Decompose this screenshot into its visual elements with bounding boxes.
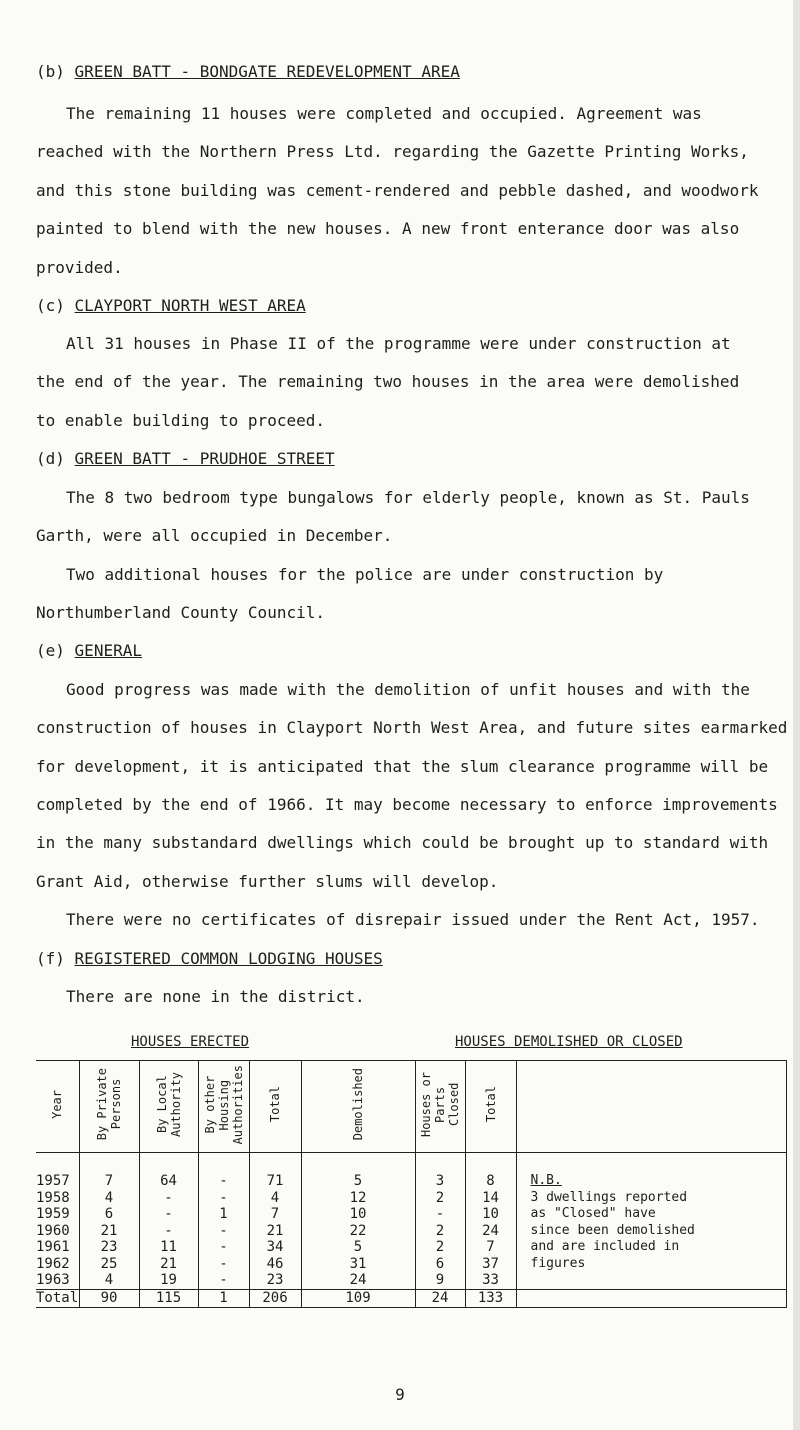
column-header: Total: [249, 1061, 301, 1153]
note-line: figures: [516, 1256, 786, 1273]
housing-table: [36, 1060, 787, 1308]
paragraph-line: There are none in the district.: [66, 987, 365, 1006]
column-header: Houses or Parts Closed: [415, 1061, 465, 1153]
paragraph-line: Northumberland County Council.: [36, 603, 325, 622]
paragraph-line: for development, it is anticipated that the slum clearance programme will be: [36, 757, 769, 776]
section-label: (f): [36, 949, 65, 968]
paragraph-line: construction of houses in Clayport North West Area, and future sites earmarked: [36, 718, 788, 737]
section-label: (e): [36, 641, 65, 660]
section-e-heading: [36, 641, 142, 660]
paragraph-line: There were no certificates of disrepair issued under the Rent Act, 1957.: [66, 910, 760, 929]
column-header: By Local Authority: [139, 1061, 198, 1153]
paragraph-line: reached with the Northern Press Ltd. regarding the Gazette Printing Works,: [36, 142, 749, 161]
section-title: GREEN BATT - PRUDHOE STREET: [74, 449, 335, 468]
column-header: Total: [465, 1061, 516, 1153]
column-header: Demolished: [301, 1061, 415, 1153]
section-title: CLAYPORT NORTH WEST AREA: [74, 296, 306, 315]
section-title: REGISTERED COMMON LODGING HOUSES: [74, 949, 383, 968]
note-line: and are included in: [516, 1239, 786, 1256]
paragraph-line: The remaining 11 houses were completed and occupied. Agreement was: [66, 104, 702, 123]
notes-column-header: [516, 1061, 786, 1153]
section-title: GREEN BATT - BONDGATE REDEVELOPMENT AREA: [74, 62, 460, 81]
note-line: N.B.: [516, 1173, 786, 1190]
page-edge-shadow: [793, 0, 800, 1430]
paragraph-line: Grant Aid, otherwise further slums will develop.: [36, 872, 499, 891]
table-row: 1960 21 - - 21 22 2 24 since been demolished: [36, 1223, 786, 1240]
column-header: By Private Persons: [79, 1061, 139, 1153]
paragraph-line: painted to blend with the new houses. A new front enterance door was also: [36, 219, 740, 238]
paragraph-line: the end of the year. The remaining two houses in the area were demolished: [36, 372, 740, 391]
note-line: as "Closed" have: [516, 1206, 786, 1223]
paragraph-line: provided.: [36, 258, 123, 277]
note-line: since been demolished: [516, 1223, 786, 1240]
section-title: GENERAL: [74, 641, 142, 660]
paragraph-line: and this stone building was cement-rendered and pebble dashed, and woodwork: [36, 181, 759, 200]
table-header-row: [36, 1061, 786, 1153]
section-label: (b): [36, 62, 65, 81]
column-header: By other Housing Authorities: [198, 1061, 249, 1153]
page-number: 9: [395, 1385, 405, 1404]
paragraph-line: in the many substandard dwellings which could be brought up to standard with: [36, 833, 769, 852]
table-row: 1961 23 11 - 34 5 2 7 and are included in: [36, 1239, 786, 1256]
table-row: 1959 6 - 1 7 10 - 10 as "Closed" have: [36, 1206, 786, 1223]
paragraph-line: The 8 two bedroom type bungalows for elderly people, known as St. Pauls: [66, 488, 750, 507]
paragraph-line: Good progress was made with the demolition of unfit houses and with the: [66, 680, 750, 699]
section-label: (c): [36, 296, 65, 315]
section-f-heading: [36, 949, 383, 968]
houses-demolished-header: HOUSES DEMOLISHED OR CLOSED: [455, 1034, 683, 1050]
table-row: 1963 4 19 - 23 24 9 33: [36, 1272, 786, 1289]
houses-erected-header: HOUSES ERECTED: [131, 1034, 250, 1050]
section-d-heading: [36, 449, 335, 468]
section-c-heading: [36, 296, 306, 315]
paragraph-line: to enable building to proceed.: [36, 411, 325, 430]
section-b-heading: [36, 62, 460, 81]
column-header: Year: [36, 1061, 79, 1153]
paragraph-line: Garth, were all occupied in December.: [36, 526, 393, 545]
table-row: 1958 4 - - 4 12 2 14 3 dwellings reported: [36, 1190, 786, 1207]
paragraph-line: completed by the end of 1966. It may become necessary to enforce improvements: [36, 795, 778, 814]
note-line: 3 dwellings reported: [516, 1190, 786, 1207]
section-label: (d): [36, 449, 65, 468]
table-row: 1962 25 21 - 46 31 6 37 figures: [36, 1256, 786, 1273]
table-row: 1957 7 64 - 71 5 3 8 N.B.: [36, 1173, 786, 1190]
table-total-row: Total 90 115 1 206 109 24 133: [36, 1289, 786, 1307]
paragraph-line: Two additional houses for the police are under construction by: [66, 565, 664, 584]
paragraph-line: All 31 houses in Phase II of the programme were under construction at: [66, 334, 731, 353]
